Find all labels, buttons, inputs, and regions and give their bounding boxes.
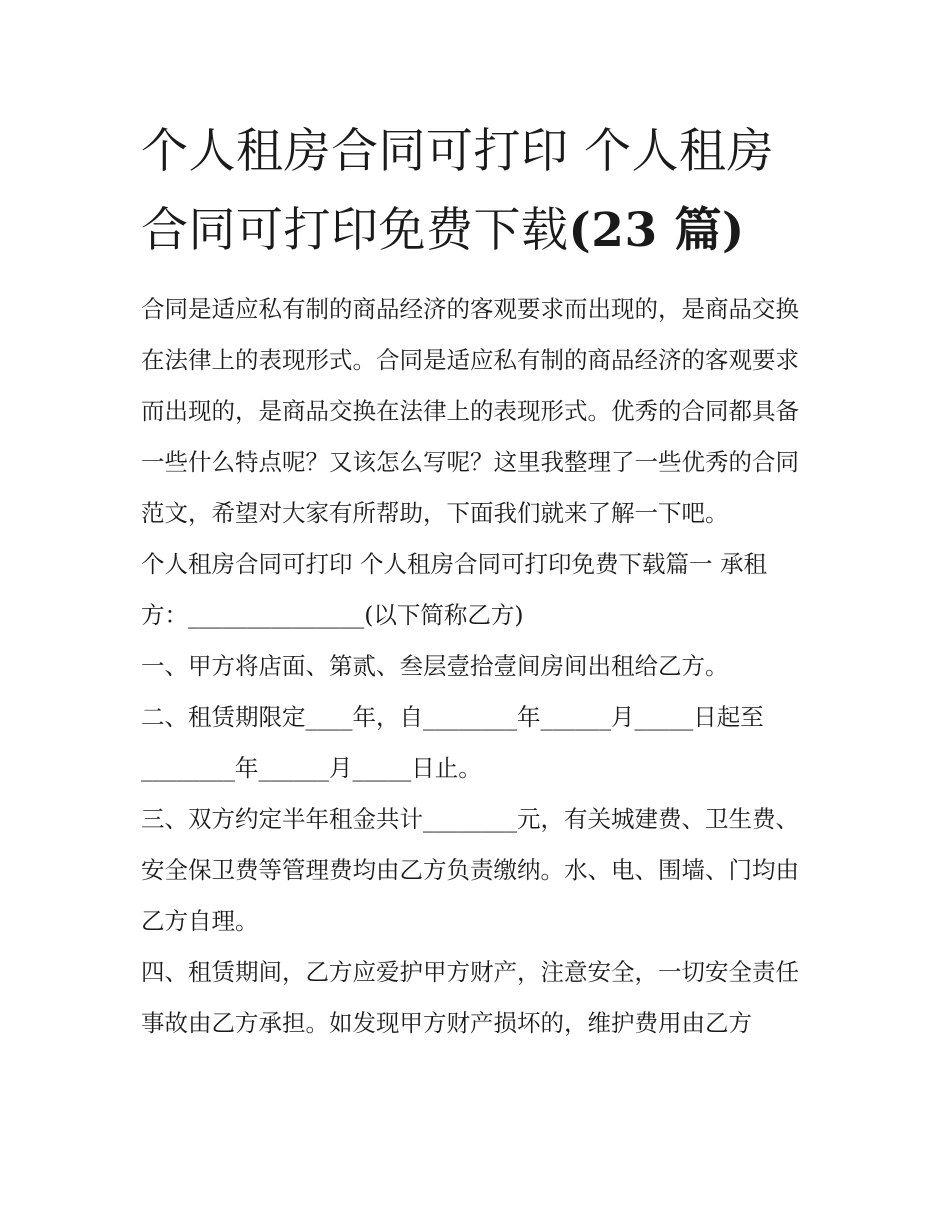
clause-4: 四、租赁期间，乙方应爱护甲方财产，注意安全，一切安全责任事故由乙方承担。如发现甲方财产损坏的，维护费用由乙方 bbox=[141, 958, 799, 1037]
contract-heading-paragraph: 个人租房合同可打印 个人租房合同可打印免费下载篇一 承租方：_______________(以下简称乙方) bbox=[141, 550, 767, 629]
clause-3: 三、双方约定半年租金共计________元，有关城建费、卫生费、安全保卫费等管理费均由乙方负责缴纳。水、电、围墙、门均由乙方自理。 bbox=[141, 805, 799, 935]
title-count: (23 篇) bbox=[568, 203, 745, 258]
intro-paragraph: 合同是适应私有制的商品经济的客观要求而出现的，是商品交换在法律上的表现形式。合同是适应私有制的商品经济的客观要求而出现的，是商品交换在法律上的表现形式。优秀的合同都具备一些什么特点呢？又该怎么写呢？这里我整理了一些优秀的合同范文，希望对大家有所帮助，下面我们就来了解一下吧。 bbox=[141, 295, 799, 527]
title-main: 个人租房合同可打印 个人租房合同可打印免费下载 bbox=[141, 124, 774, 258]
clause-2: 二、租赁期限定____年，自________年______月_____日起至________年______月_____日止。 bbox=[141, 703, 764, 782]
document-body bbox=[141, 284, 813, 1049]
document-page bbox=[141, 112, 813, 1049]
clause-1: 一、甲方将店面、第贰、叁层壹拾壹间房间出租给乙方。 bbox=[141, 652, 729, 680]
document-title bbox=[141, 112, 813, 270]
